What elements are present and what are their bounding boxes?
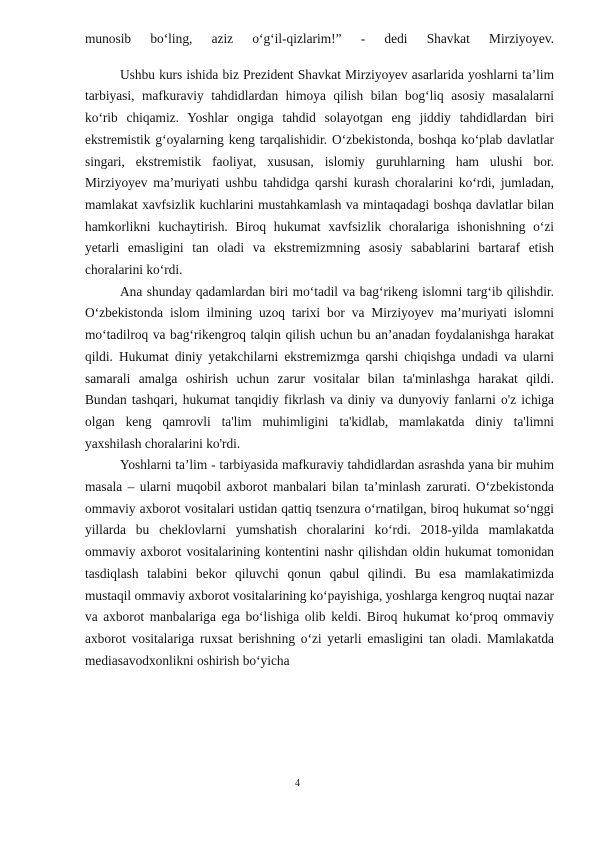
page-number: 4 — [295, 778, 300, 789]
continued-line: munosib bo‘ling, aziz o‘g‘il-qizlarim!” - dedi Shavkat Mirziyoyev. — [85, 31, 554, 46]
paragraph-1: Ushbu kurs ishida biz Prezident Shavkat Mirziyoyev asarlarida yoshlarni ta’lim tarbiyasi, mafkuraviy tahdidlardan himoya qilish bilan bog‘liq asosiy masalalarni ko‘rib chiqamiz. Yoshlar ongiga tahdid solayotgan eng jiddiy tahdidlardan biri ekstremistik g‘oyalarning keng tarqalishidir. O‘zbekistonda, boshqa ko‘plab davlatlar singari, ekstremistik faoliyat, xususan, islomiy guruhlarning ham ulushi bor. Mirziyoyev maʼmuriyati ushbu tahdidga qarshi kurash choralarini koʻrdi, jumladan, mamlakat xavfsizlik kuchlarini mustahkamlash va mintaqadagi boshqa davlatlar bilan hamkorlikni kuchaytirish. Biroq hukumat xavfsizlik choralariga ishonishning o‘zi yetarli emasligini tan oladi va ekstremizmning asosiy sabablarini bartaraf etish choralarini ko‘rdi. — [85, 66, 554, 278]
body-text — [85, 28, 554, 671]
paragraph-3: Yoshlarni ta’lim - tarbiyasida mafkuraviy tahdidlardan asrashda yana bir muhim masala – ularni muqobil axborot manbalari bilan ta’minlash zarurati. O‘zbekistonda ommaviy axborot vositalari ustidan qattiq tsenzura o‘rnatilgan, biroq hukumat so‘nggi yillarda bu cheklovlarni yumshatish choralarini ko‘rdi. 2018-yilda mamlakatda ommaviy axborot vositalarining kontentini nashr qilishdan oldin hukumat tomonidan tasdiqlash talabini bekor qiluvchi qonun qabul qilindi. Bu esa mamlakatimizda mustaqil ommaviy axborot vositalarining ko‘payishiga, yoshlarga kengroq nuqtai nazar va axborot manbalariga ega bo‘lishiga olib keldi. Biroq hukumat koʻproq ommaviy axborot vositalariga ruxsat berishning oʻzi yetarli emasligini tan oladi. Mamlakatda mediasavodxonlikni oshirish boʻyicha — [85, 457, 554, 668]
paragraph-2: Ana shunday qadamlardan biri mo‘tadil va bag‘rikeng islomni targ‘ib qilishdir. O‘zbekistonda islom ilmining uzoq tarixi bor va Mirziyoyev ma’muriyati islomni mo‘tadilroq va bag‘rikengroq talqin qilish uchun bu an’anadan foydalanishga harakat qildi. Hukumat diniy yetakchilarni ekstremizmga qarshi chiqishga undadi va ularni samarali amalga oshirish uchun zarur vositalar bilan ta'minlashga harakat qildi. Bundan tashqari, hukumat tanqidiy fikrlash va diniy va dunyoviy fanlarni o'z ichiga olgan keng qamrovli ta'lim muhimligini ta'kidlab, mamlakatda diniy ta'limni yaxshilash choralarini ko'rdi. — [85, 283, 554, 451]
paragraph-gap — [85, 50, 554, 64]
